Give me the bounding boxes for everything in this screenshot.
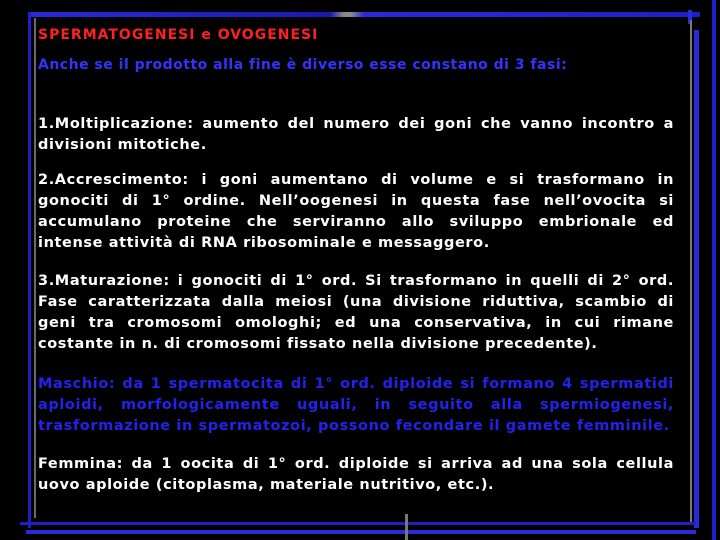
frame-line-top xyxy=(28,12,700,17)
frame-line-bottom-tick xyxy=(405,514,408,540)
paragraph-accrescimento: 2.Accrescimento: i goni aumentano di volume e si trasformano in gonociti di 1° ordine. Nell’oogenesi in questa fase nell’ovocita si accumulano proteine che serviranno allo sviluppo embrionale ed intense attività di RNA ribosominale e messaggero. xyxy=(38,172,674,251)
paragraph-maturazione: 3.Maturazione: i gonociti di 1° ord. Si trasformano in quelli di 2° ord. Fase caratterizzata dalla meiosi (una divisione riduttiva, scambio di geni tra cromosomi omologhi; ed una conservativa, in cui rimane costante in n. di cromosomi fissato nella divisione precedente). xyxy=(38,273,674,352)
slide-title: SPERMATOGENESI e OVOGENESI xyxy=(38,27,319,43)
paragraph-moltiplicazione: 1.Moltiplicazione: aumento del numero dei goni che vanno incontro a divisioni mitotiche. xyxy=(38,116,674,153)
frame-line-left-inner xyxy=(34,18,36,518)
frame-line-bottom-outer xyxy=(26,530,696,534)
frame-line-right xyxy=(694,30,699,528)
paragraph-femmina: Femmina: da 1 oocita di 1° ord. diploide si arriva ad una sola cellula uovo aploide (citoplasma, materiale nutritivo, etc.). xyxy=(38,456,674,493)
paragraph-maschio: Maschio: da 1 spermatocita di 1° ord. diploide si formano 4 spermatidi aploidi, morfologicamente uguali, in seguito alla spermiogenesi, trasformazione in spermatozoi, possono fecondare il gamete femminile. xyxy=(38,376,674,434)
frame-line-right-inner xyxy=(690,20,692,525)
frame-line-bottom xyxy=(20,522,696,525)
frame-line-far-right xyxy=(712,0,716,540)
slide-intro: Anche se il prodotto alla fine è diverso esse constano di 3 fasi: xyxy=(38,57,568,73)
frame-line-left xyxy=(28,12,31,528)
